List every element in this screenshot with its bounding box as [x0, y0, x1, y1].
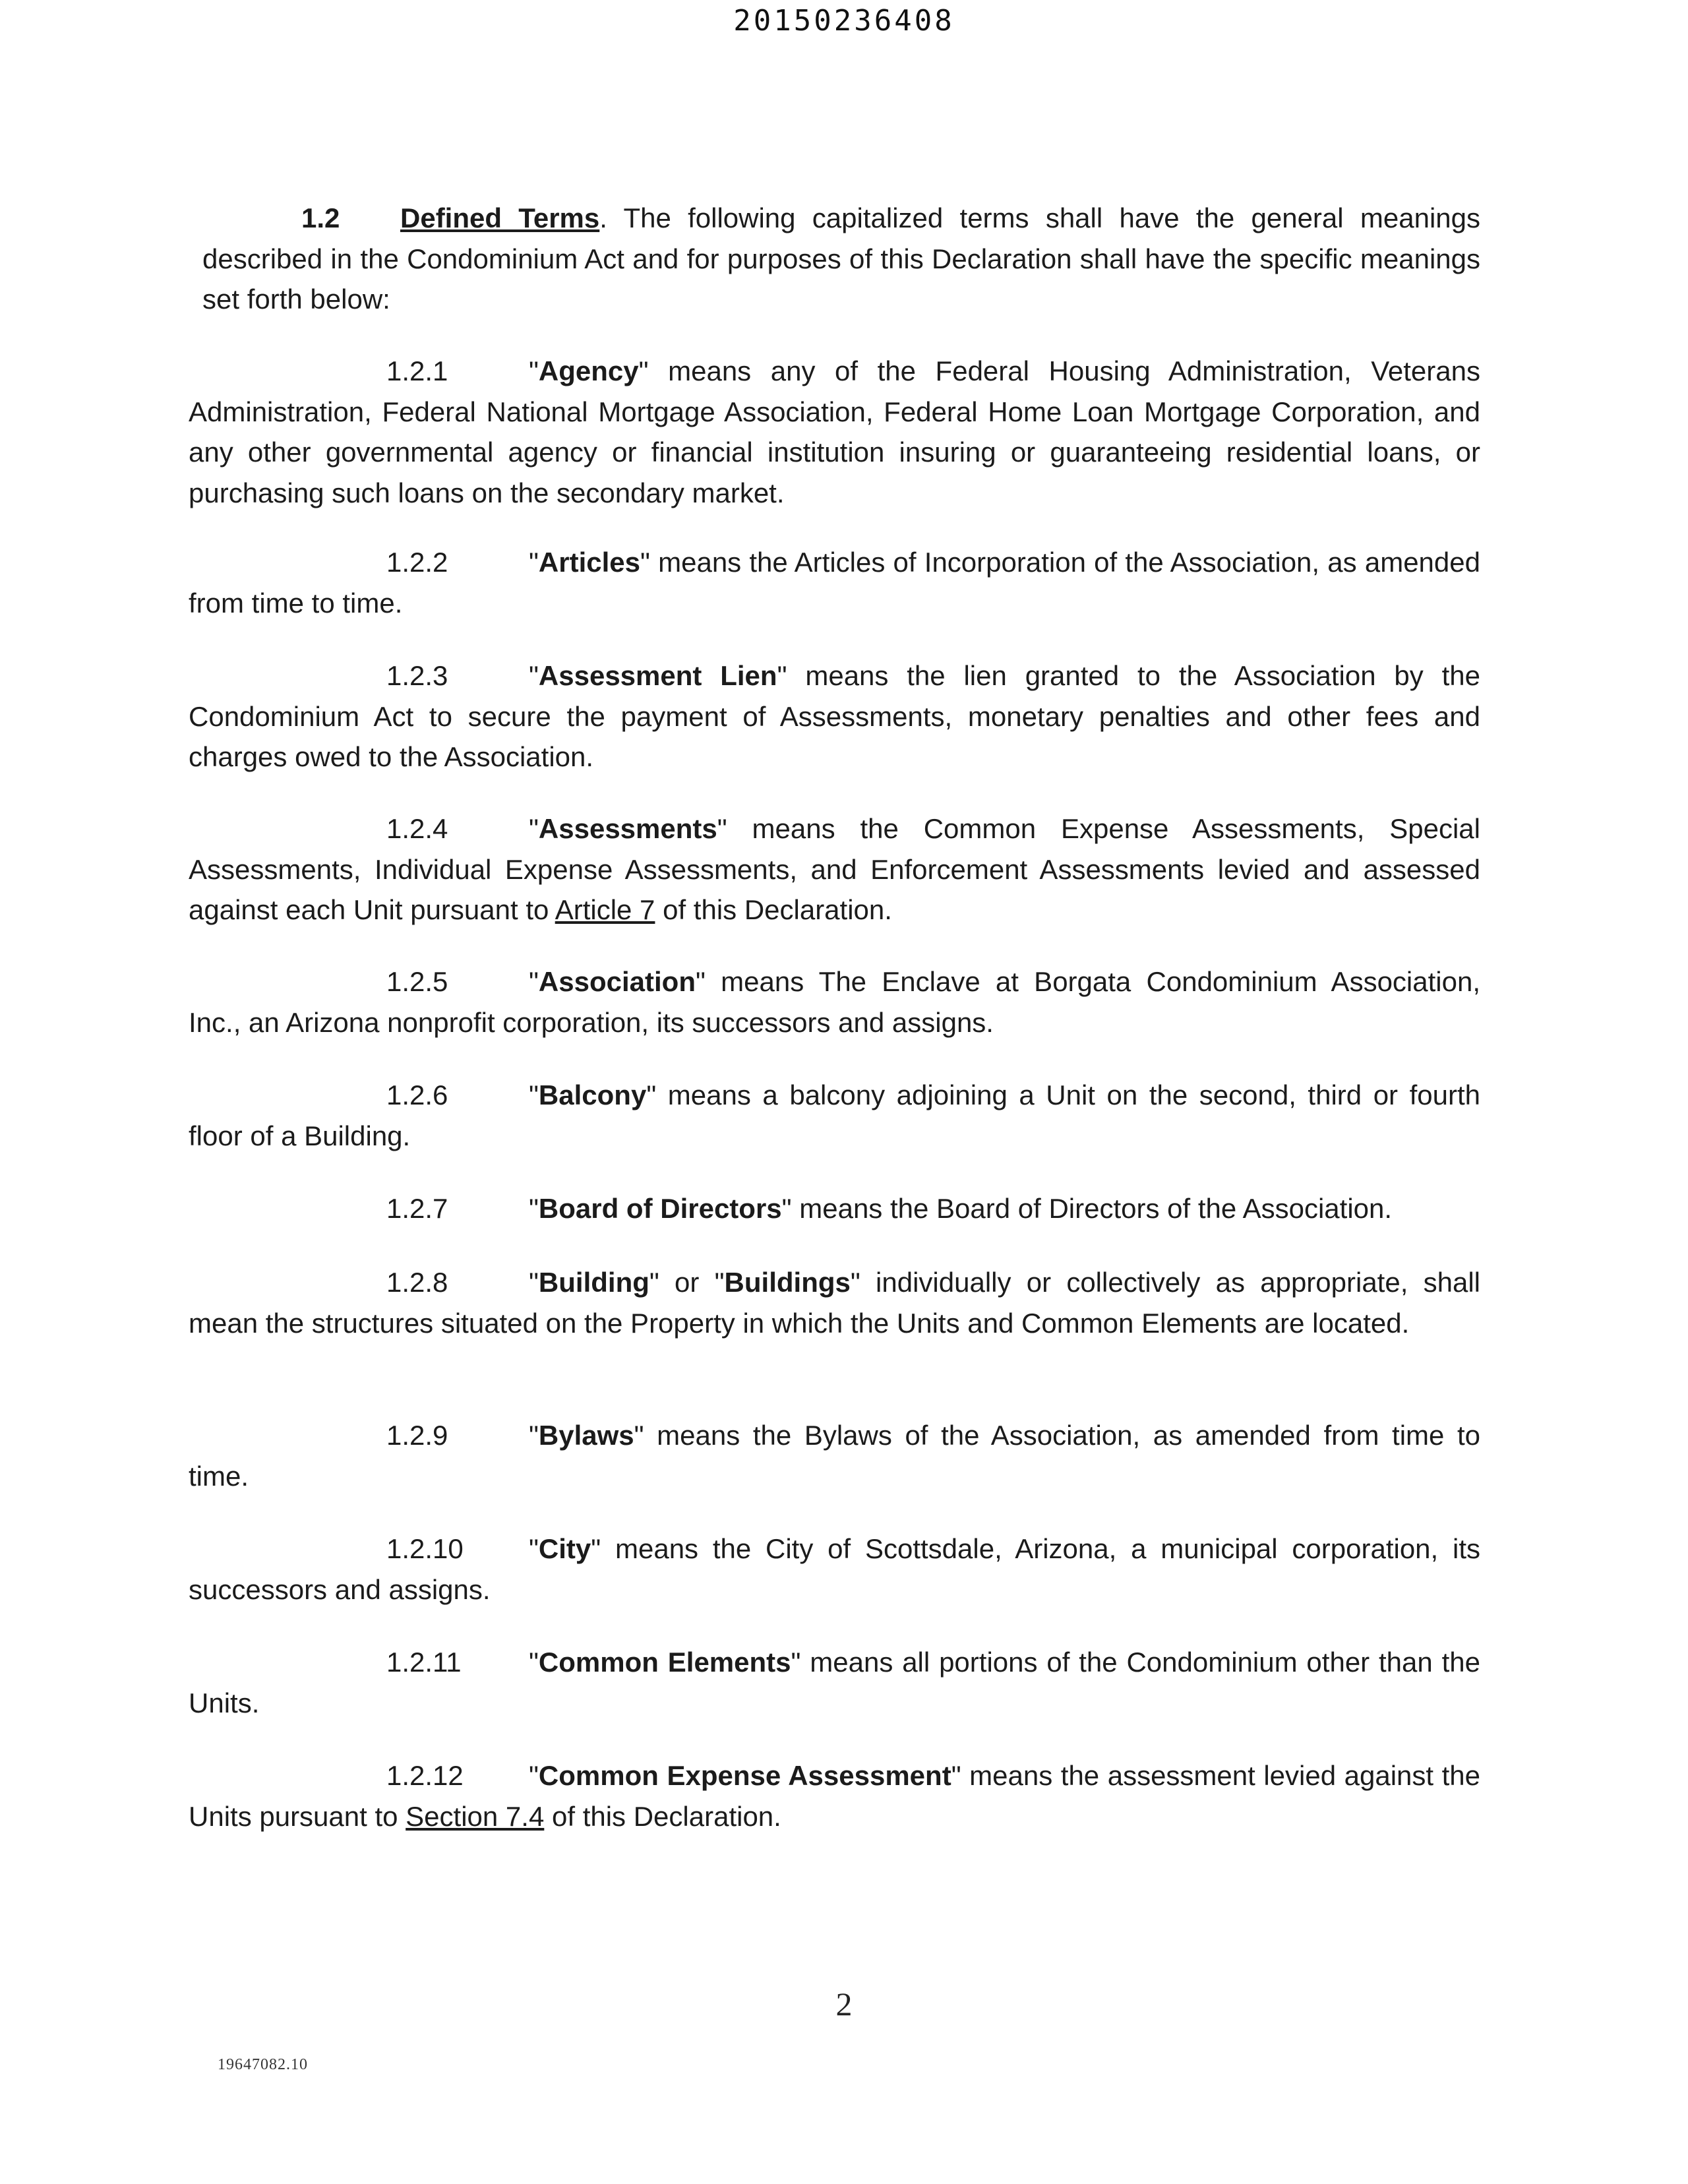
definition-number: 1.2.8	[386, 1267, 448, 1298]
definition-number: 1.2.1	[386, 355, 448, 386]
definition-1-2-6: 1.2.6 "Balcony" means a balcony adjoining a Unit on the second, third or fourth floor of a Building.	[189, 1075, 1480, 1156]
defined-term: City	[538, 1533, 591, 1564]
definition-text: means the Articles of Incorporation of the Association, as amended from time to time.	[189, 547, 1480, 619]
definition-number: 1.2.4	[386, 813, 448, 844]
defined-term: Common Elements	[538, 1647, 791, 1678]
definition-text: means the Board of Directors of the Association.	[791, 1193, 1393, 1224]
section-7-4-link[interactable]: Section 7.4	[406, 1800, 545, 1832]
definition-text: means the City of Scottsdale, Arizona, a municipal corporation, its successors and assigns.	[189, 1533, 1480, 1605]
defined-term: Common Expense Assessment	[538, 1760, 951, 1791]
defined-term: Agency	[538, 355, 639, 386]
page-number: 2	[835, 1986, 853, 2022]
defined-term: Balcony	[538, 1079, 647, 1110]
definition-number: 1.2.5	[386, 966, 448, 997]
definition-text: means the Bylaws of the Association, as amended from time to time.	[189, 1420, 1480, 1492]
definition-number: 1.2.2	[386, 547, 448, 578]
recording-number: 20150236408	[733, 4, 955, 38]
article-7-link[interactable]: Article 7	[555, 894, 655, 925]
definition-1-2-9: 1.2.9 "Bylaws" means the Bylaws of the Association, as amended from time to time.	[189, 1415, 1480, 1496]
definition-1-2-8: 1.2.8 "Building" or "Buildings" individually or collectively as appropriate, shall mean the structures situated on the Property in which the Units and Common Elements are located.	[189, 1262, 1480, 1343]
definition-number: 1.2.10	[386, 1533, 464, 1564]
definition-1-2-2: 1.2.2 "Articles" means the Articles of Incorporation of the Association, as amended from time to time.	[189, 542, 1480, 623]
defined-term: Association	[538, 966, 696, 997]
definition-text: individually or collectively as appropriate, shall mean the structures situated on the Property in which the Units and Common Elements are located.	[189, 1267, 1480, 1339]
definition-number: 1.2.12	[386, 1760, 464, 1791]
definition-1-2-4: 1.2.4 "Assessments" means the Common Expense Assessments, Special Assessments, Individual Expense Assessments, and Enforcement Assessments levied and assessed against each Unit pursuant to Article 7 of this Declaration.	[189, 808, 1480, 930]
defined-term: Assessments	[538, 813, 717, 844]
defined-term: Bylaws	[538, 1420, 634, 1451]
definition-number: 1.2.11	[386, 1647, 462, 1678]
definition-1-2-1: 1.2.1 "Agency" means any of the Federal Housing Administration, Veterans Administration, Federal National Mortgage Association, Federal Home Loan Mortgage Corporation, and any other governmental agency or financial institution insuring or guaranteeing residential loans, or purchasing such loans on the secondary market.	[189, 351, 1480, 513]
definition-number: 1.2.6	[386, 1079, 448, 1110]
definition-1-2-7: 1.2.7 "Board of Directors" means the Board of Directors of the Association.	[189, 1188, 1480, 1229]
definition-1-2-11: 1.2.11 "Common Elements" means all portions of the Condominium other than the Units.	[189, 1642, 1480, 1723]
section-intro	[202, 198, 1480, 320]
section-number: 1.2	[301, 202, 340, 233]
definition-text: means all portions of the Condominium other than the Units.	[189, 1647, 1480, 1718]
section-title: Defined Terms	[400, 202, 600, 233]
defined-term: Building	[538, 1267, 649, 1298]
definition-text: means the lien granted to the Association by the Condominium Act to secure the payment of Assessments, monetary penalties and other fees and charges owed to the Association.	[189, 660, 1480, 772]
definition-number: 1.2.9	[386, 1420, 448, 1451]
definition-1-2-12: 1.2.12 "Common Expense Assessment" means the assessment levied against the Units pursuant to Section 7.4 of this Declaration.	[189, 1755, 1480, 1836]
defined-term: Articles	[538, 547, 640, 578]
document-id: 19647082.10	[218, 2056, 308, 2073]
definition-1-2-10: 1.2.10 "City" means the City of Scottsdale, Arizona, a municipal corporation, its successors and assigns.	[189, 1529, 1480, 1610]
definition-number: 1.2.3	[386, 660, 448, 691]
definition-text: means the assessment levied against the Units pursuant to	[189, 1760, 1481, 1832]
defined-term: Assessment Lien	[538, 660, 777, 691]
definition-1-2-5: 1.2.5 "Association" means The Enclave at Borgata Condominium Association, Inc., an Arizona nonprofit corporation, its successors and assigns.	[189, 961, 1480, 1043]
defined-term: Board of Directors	[538, 1193, 782, 1224]
definition-text: means any of the Federal Housing Administration, Veterans Administration, Federal National Mortgage Association, Federal Home Loan Mortgage Corporation, and any other governmental agency or financial institution insuring or guaranteeing residential loans, or purchasing such loans on the secondary market.	[189, 355, 1480, 508]
definition-text: means The Enclave at Borgata Condominium Association, Inc., an Arizona nonprofit corporation, its successors and assigns.	[189, 966, 1480, 1038]
definition-text: means the Common Expense Assessments, Special Assessments, Individual Expense Assessments, and Enforcement Assessments levied and assessed against each Unit pursuant to	[189, 813, 1480, 925]
section-intro-text: . The following capitalized terms shall have the general meanings described in the Condominium Act and for purposes of this Declaration shall have the specific meanings set forth below:	[202, 202, 1480, 315]
definition-number: 1.2.7	[386, 1193, 448, 1224]
definition-text: means a balcony adjoining a Unit on the second, third or fourth floor of a Building.	[189, 1079, 1480, 1151]
definition-1-2-3: 1.2.3 "Assessment Lien" means the lien granted to the Association by the Condominium Act to secure the payment of Assessments, monetary penalties and other fees and charges owed to the Association.	[189, 655, 1480, 777]
defined-term-plural: Buildings	[724, 1267, 851, 1298]
